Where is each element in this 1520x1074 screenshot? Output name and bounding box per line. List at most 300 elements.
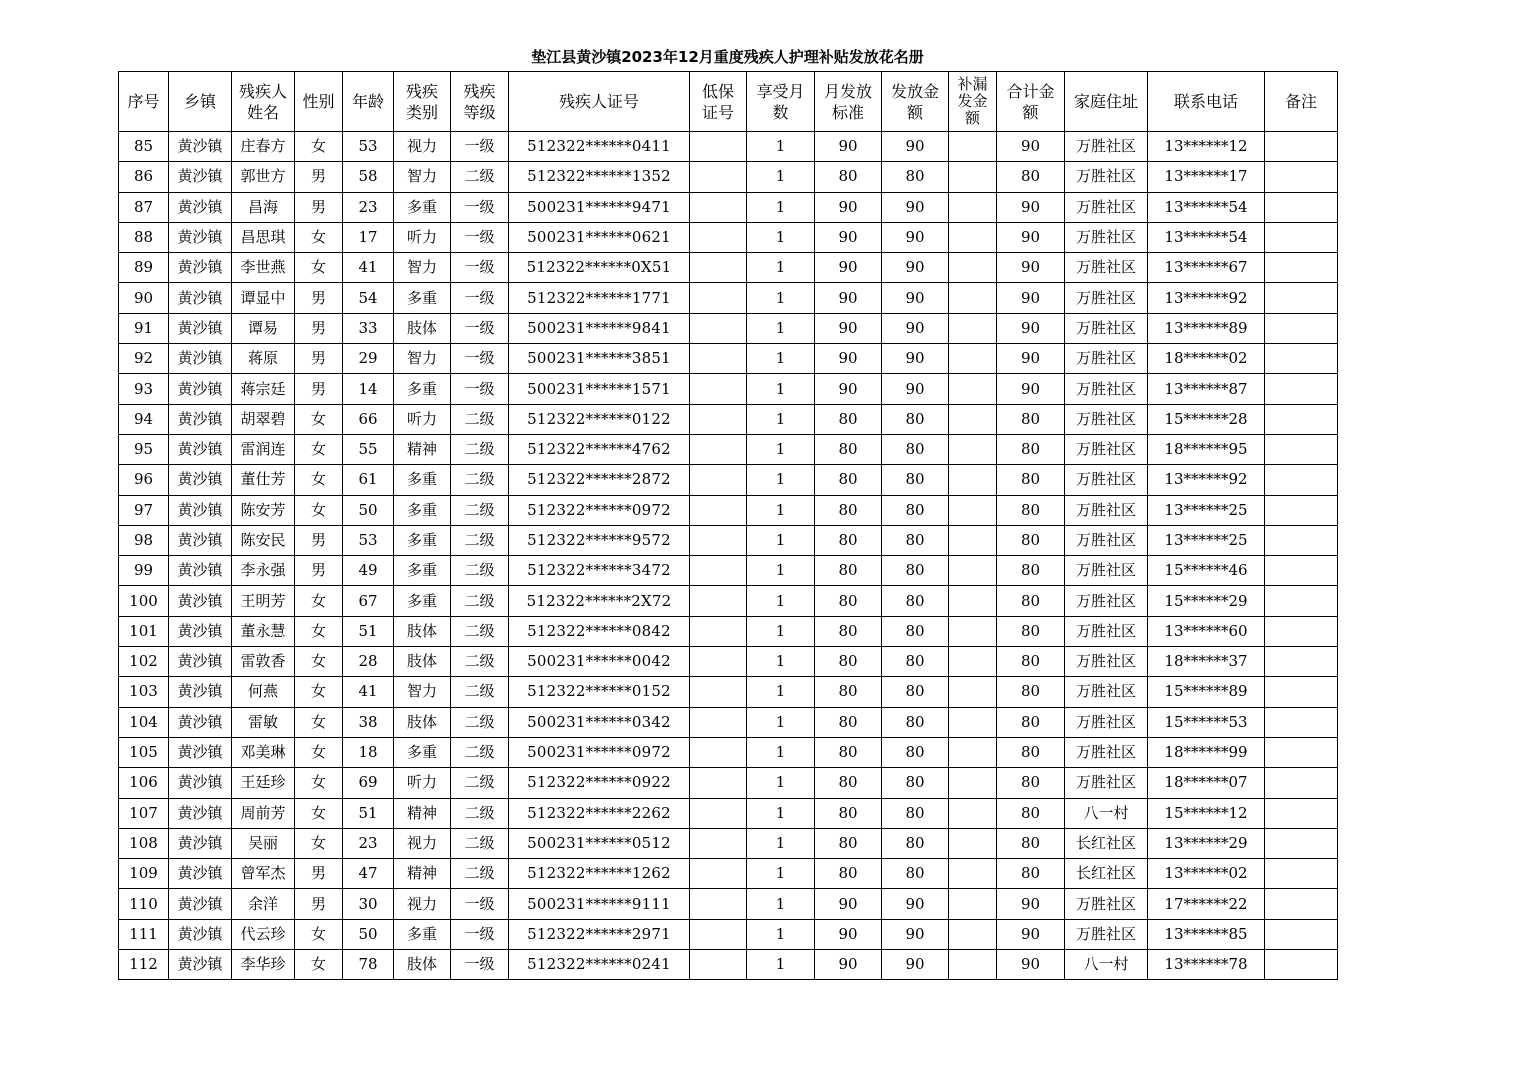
cell-age: 47 [343,859,394,889]
table-row [119,707,1338,737]
cell-supplement-amount [949,132,997,162]
header-line: 残疾 [405,81,438,101]
table-row [119,374,1338,404]
cell-township: 黄沙镇 [169,404,232,434]
cell-total-amount: 80 [997,162,1065,192]
cell-total-amount: 80 [997,737,1065,767]
header-line: 数 [772,102,789,122]
cell-remarks [1265,586,1338,616]
cell-township: 黄沙镇 [169,919,232,949]
cell-months: 1 [747,828,815,858]
cell-disability-cert-no: 512322******0152 [509,677,690,707]
cell-serial-no: 101 [119,616,169,646]
cell-supplement-amount [949,677,997,707]
cell-subsidy-cert-no [690,495,747,525]
cell-name: 蒋宗廷 [232,374,295,404]
cell-address: 万胜社区 [1065,192,1148,222]
cell-phone: 13******12 [1148,132,1265,162]
cell-address: 八一村 [1065,950,1148,980]
table-row [119,525,1338,555]
cell-disability-cert-no: 500231******0512 [509,828,690,858]
cell-gender: 女 [295,253,343,283]
header-line: 年龄 [351,92,384,111]
cell-disability-cert-no: 512322******0972 [509,495,690,525]
cell-phone: 13******78 [1148,950,1265,980]
cell-disability-cert-no: 512322******0122 [509,404,690,434]
table-row [119,556,1338,586]
cell-phone: 13******54 [1148,192,1265,222]
cell-subsidy-cert-no [690,434,747,464]
cell-disability-type: 智力 [394,162,451,192]
cell-disability-level: 一级 [451,344,509,374]
cell-disability-type: 智力 [394,253,451,283]
cell-gender: 女 [295,798,343,828]
cell-name: 曾军杰 [232,859,295,889]
cell-remarks [1265,616,1338,646]
cell-months: 1 [747,677,815,707]
cell-total-amount: 90 [997,374,1065,404]
cell-remarks [1265,798,1338,828]
cell-total-amount: 80 [997,586,1065,616]
cell-supplement-amount [949,283,997,313]
cell-supplement-amount [949,586,997,616]
header-total-amount [997,72,1065,132]
cell-address: 万胜社区 [1065,889,1148,919]
cell-months: 1 [747,162,815,192]
cell-amount: 80 [882,828,949,858]
cell-phone: 15******53 [1148,707,1265,737]
cell-monthly-standard: 80 [815,525,882,555]
header-line: 序号 [127,92,160,111]
table-row [119,798,1338,828]
cell-disability-type: 多重 [394,283,451,313]
cell-supplement-amount [949,859,997,889]
cell-disability-cert-no: 512322******1352 [509,162,690,192]
cell-age: 53 [343,525,394,555]
cell-subsidy-cert-no [690,798,747,828]
cell-gender: 女 [295,434,343,464]
cell-name: 李永强 [232,556,295,586]
cell-disability-cert-no: 500231******3851 [509,344,690,374]
cell-subsidy-cert-no [690,132,747,162]
cell-months: 1 [747,222,815,252]
cell-months: 1 [747,647,815,677]
cell-disability-cert-no: 512322******0922 [509,768,690,798]
cell-name: 周前芳 [232,798,295,828]
cell-serial-no: 109 [119,859,169,889]
cell-township: 黄沙镇 [169,192,232,222]
cell-township: 黄沙镇 [169,828,232,858]
header-line: 残疾人证号 [558,92,639,111]
cell-total-amount: 90 [997,283,1065,313]
cell-disability-cert-no: 512322******0241 [509,950,690,980]
header-name [232,72,295,132]
cell-gender: 女 [295,586,343,616]
cell-monthly-standard: 90 [815,283,882,313]
cell-disability-type: 多重 [394,374,451,404]
header-disability-cert-no [509,72,690,132]
cell-gender: 女 [295,616,343,646]
cell-township: 黄沙镇 [169,283,232,313]
cell-subsidy-cert-no [690,677,747,707]
cell-disability-level: 一级 [451,889,509,919]
cell-phone: 13******89 [1148,313,1265,343]
cell-address: 万胜社区 [1065,525,1148,555]
cell-amount: 90 [882,889,949,919]
cell-months: 1 [747,465,815,495]
header-address [1065,72,1148,132]
cell-monthly-standard: 80 [815,828,882,858]
header-line: 低保 [701,81,734,101]
table-row [119,828,1338,858]
cell-phone: 18******02 [1148,344,1265,374]
cell-months: 1 [747,374,815,404]
cell-disability-type: 肢体 [394,313,451,343]
header-line: 合计金 [1006,81,1055,101]
cell-address: 万胜社区 [1065,132,1148,162]
cell-gender: 女 [295,465,343,495]
table-row [119,434,1338,464]
cell-subsidy-cert-no [690,647,747,677]
cell-subsidy-cert-no [690,737,747,767]
cell-serial-no: 86 [119,162,169,192]
cell-amount: 90 [882,313,949,343]
cell-remarks [1265,677,1338,707]
header-age [343,72,394,132]
cell-age: 78 [343,950,394,980]
cell-months: 1 [747,556,815,586]
cell-phone: 15******29 [1148,586,1265,616]
cell-total-amount: 90 [997,344,1065,374]
cell-age: 49 [343,556,394,586]
cell-subsidy-cert-no [690,919,747,949]
cell-disability-type: 精神 [394,798,451,828]
cell-disability-cert-no: 512322******9572 [509,525,690,555]
cell-remarks [1265,889,1338,919]
cell-disability-level: 一级 [451,313,509,343]
header-gender [295,72,343,132]
cell-gender: 男 [295,162,343,192]
table-row [119,253,1338,283]
cell-remarks [1265,828,1338,858]
table-row [119,677,1338,707]
cell-amount: 80 [882,677,949,707]
cell-amount: 80 [882,495,949,525]
cell-gender: 男 [295,192,343,222]
cell-serial-no: 99 [119,556,169,586]
cell-name: 李华珍 [232,950,295,980]
cell-age: 41 [343,253,394,283]
header-line: 额 [964,109,980,127]
header-phone [1148,72,1265,132]
cell-remarks [1265,647,1338,677]
cell-disability-level: 二级 [451,677,509,707]
cell-months: 1 [747,525,815,555]
cell-address: 万胜社区 [1065,253,1148,283]
cell-disability-cert-no: 500231******0042 [509,647,690,677]
table-row [119,586,1338,616]
cell-township: 黄沙镇 [169,859,232,889]
cell-monthly-standard: 80 [815,616,882,646]
cell-township: 黄沙镇 [169,344,232,374]
cell-amount: 90 [882,192,949,222]
cell-phone: 13******54 [1148,222,1265,252]
cell-disability-cert-no: 500231******0342 [509,707,690,737]
cell-age: 33 [343,313,394,343]
cell-disability-type: 多重 [394,525,451,555]
cell-remarks [1265,707,1338,737]
cell-months: 1 [747,495,815,525]
cell-name: 李世燕 [232,253,295,283]
cell-monthly-standard: 80 [815,798,882,828]
cell-subsidy-cert-no [690,950,747,980]
cell-disability-type: 精神 [394,434,451,464]
cell-address: 万胜社区 [1065,283,1148,313]
table-row [119,889,1338,919]
cell-disability-type: 多重 [394,737,451,767]
cell-supplement-amount [949,434,997,464]
cell-remarks [1265,434,1338,464]
cell-remarks [1265,283,1338,313]
cell-name: 代云珍 [232,919,295,949]
cell-remarks [1265,404,1338,434]
cell-disability-type: 肢体 [394,647,451,677]
header-line: 残疾人 [238,81,287,101]
cell-township: 黄沙镇 [169,677,232,707]
cell-supplement-amount [949,647,997,677]
header-serial-no [119,72,169,132]
cell-amount: 90 [882,950,949,980]
cell-township: 黄沙镇 [169,162,232,192]
cell-township: 黄沙镇 [169,950,232,980]
cell-remarks [1265,737,1338,767]
cell-subsidy-cert-no [690,889,747,919]
cell-supplement-amount [949,950,997,980]
cell-subsidy-cert-no [690,707,747,737]
cell-disability-level: 一级 [451,374,509,404]
cell-serial-no: 110 [119,889,169,919]
cell-gender: 女 [295,950,343,980]
cell-township: 黄沙镇 [169,495,232,525]
cell-subsidy-cert-no [690,253,747,283]
cell-township: 黄沙镇 [169,465,232,495]
cell-name: 董永慧 [232,616,295,646]
cell-township: 黄沙镇 [169,737,232,767]
cell-disability-cert-no: 512322******0411 [509,132,690,162]
cell-subsidy-cert-no [690,222,747,252]
cell-phone: 15******28 [1148,404,1265,434]
cell-name: 王廷珍 [232,768,295,798]
header-months [747,72,815,132]
table-row [119,192,1338,222]
cell-months: 1 [747,950,815,980]
cell-age: 54 [343,283,394,313]
cell-gender: 女 [295,919,343,949]
cell-total-amount: 90 [997,889,1065,919]
cell-disability-cert-no: 500231******0972 [509,737,690,767]
cell-gender: 女 [295,222,343,252]
header-line: 性别 [302,92,335,111]
cell-age: 23 [343,828,394,858]
cell-monthly-standard: 80 [815,859,882,889]
cell-serial-no: 87 [119,192,169,222]
table-row [119,222,1338,252]
header-line: 额 [1022,102,1039,122]
cell-months: 1 [747,859,815,889]
page-title: 垫江县黄沙镇2023年12月重度残疾人护理补贴发放花名册 [531,48,924,66]
cell-disability-type: 肢体 [394,707,451,737]
cell-total-amount: 80 [997,768,1065,798]
cell-amount: 80 [882,737,949,767]
cell-disability-level: 二级 [451,556,509,586]
cell-serial-no: 103 [119,677,169,707]
cell-address: 万胜社区 [1065,344,1148,374]
table-row [119,132,1338,162]
cell-subsidy-cert-no [690,586,747,616]
cell-phone: 13******92 [1148,283,1265,313]
cell-remarks [1265,253,1338,283]
table-row [119,859,1338,889]
cell-gender: 女 [295,737,343,767]
cell-township: 黄沙镇 [169,525,232,555]
cell-total-amount: 90 [997,192,1065,222]
cell-phone: 13******25 [1148,495,1265,525]
cell-remarks [1265,222,1338,252]
cell-monthly-standard: 90 [815,919,882,949]
cell-gender: 女 [295,404,343,434]
cell-gender: 女 [295,828,343,858]
cell-total-amount: 80 [997,495,1065,525]
cell-supplement-amount [949,525,997,555]
cell-serial-no: 112 [119,950,169,980]
cell-address: 万胜社区 [1065,616,1148,646]
cell-monthly-standard: 90 [815,313,882,343]
table-body [119,132,1338,980]
cell-age: 30 [343,889,394,919]
cell-township: 黄沙镇 [169,707,232,737]
cell-disability-level: 二级 [451,586,509,616]
cell-supplement-amount [949,253,997,283]
cell-gender: 女 [295,707,343,737]
cell-serial-no: 106 [119,768,169,798]
cell-supplement-amount [949,919,997,949]
cell-address: 万胜社区 [1065,768,1148,798]
cell-gender: 男 [295,889,343,919]
cell-phone: 17******22 [1148,889,1265,919]
cell-months: 1 [747,616,815,646]
table-row [119,162,1338,192]
cell-supplement-amount [949,465,997,495]
cell-remarks [1265,192,1338,222]
cell-township: 黄沙镇 [169,434,232,464]
cell-months: 1 [747,344,815,374]
cell-months: 1 [747,283,815,313]
cell-supplement-amount [949,313,997,343]
cell-township: 黄沙镇 [169,556,232,586]
cell-disability-cert-no: 512322******2971 [509,919,690,949]
cell-gender: 男 [295,525,343,555]
cell-amount: 80 [882,798,949,828]
cell-disability-cert-no: 512322******3472 [509,556,690,586]
cell-age: 23 [343,192,394,222]
cell-total-amount: 90 [997,222,1065,252]
cell-monthly-standard: 90 [815,950,882,980]
cell-supplement-amount [949,192,997,222]
cell-monthly-standard: 90 [815,374,882,404]
cell-township: 黄沙镇 [169,253,232,283]
cell-subsidy-cert-no [690,525,747,555]
header-line: 额 [906,102,923,122]
cell-amount: 90 [882,374,949,404]
cell-disability-level: 一级 [451,253,509,283]
cell-address: 万胜社区 [1065,677,1148,707]
cell-serial-no: 104 [119,707,169,737]
cell-disability-type: 肢体 [394,950,451,980]
cell-phone: 13******25 [1148,525,1265,555]
cell-subsidy-cert-no [690,404,747,434]
cell-amount: 80 [882,434,949,464]
cell-gender: 女 [295,677,343,707]
cell-disability-cert-no: 500231******9111 [509,889,690,919]
cell-subsidy-cert-no [690,313,747,343]
cell-township: 黄沙镇 [169,313,232,343]
table-row [119,404,1338,434]
cell-remarks [1265,859,1338,889]
cell-disability-cert-no: 500231******0621 [509,222,690,252]
cell-phone: 18******07 [1148,768,1265,798]
cell-name: 雷敦香 [232,647,295,677]
cell-address: 八一村 [1065,798,1148,828]
cell-supplement-amount [949,495,997,525]
cell-supplement-amount [949,344,997,374]
cell-gender: 男 [295,859,343,889]
cell-address: 万胜社区 [1065,162,1148,192]
cell-gender: 男 [295,313,343,343]
cell-remarks [1265,919,1338,949]
cell-township: 黄沙镇 [169,616,232,646]
header-line: 乡镇 [183,92,216,111]
cell-address: 长红社区 [1065,828,1148,858]
cell-phone: 13******29 [1148,828,1265,858]
cell-total-amount: 80 [997,828,1065,858]
cell-months: 1 [747,889,815,919]
cell-phone: 15******46 [1148,556,1265,586]
cell-serial-no: 100 [119,586,169,616]
cell-address: 万胜社区 [1065,222,1148,252]
cell-supplement-amount [949,889,997,919]
cell-total-amount: 80 [997,556,1065,586]
cell-township: 黄沙镇 [169,768,232,798]
cell-address: 万胜社区 [1065,919,1148,949]
table-row [119,737,1338,767]
table-row [119,465,1338,495]
cell-disability-type: 多重 [394,586,451,616]
cell-age: 66 [343,404,394,434]
cell-age: 67 [343,586,394,616]
cell-total-amount: 80 [997,404,1065,434]
cell-monthly-standard: 80 [815,768,882,798]
cell-monthly-standard: 80 [815,737,882,767]
cell-gender: 男 [295,374,343,404]
cell-subsidy-cert-no [690,344,747,374]
header-line: 等级 [463,102,496,122]
cell-amount: 80 [882,586,949,616]
cell-monthly-standard: 90 [815,253,882,283]
cell-total-amount: 90 [997,313,1065,343]
cell-amount: 90 [882,253,949,283]
header-line: 享受月 [756,81,805,101]
cell-amount: 90 [882,132,949,162]
